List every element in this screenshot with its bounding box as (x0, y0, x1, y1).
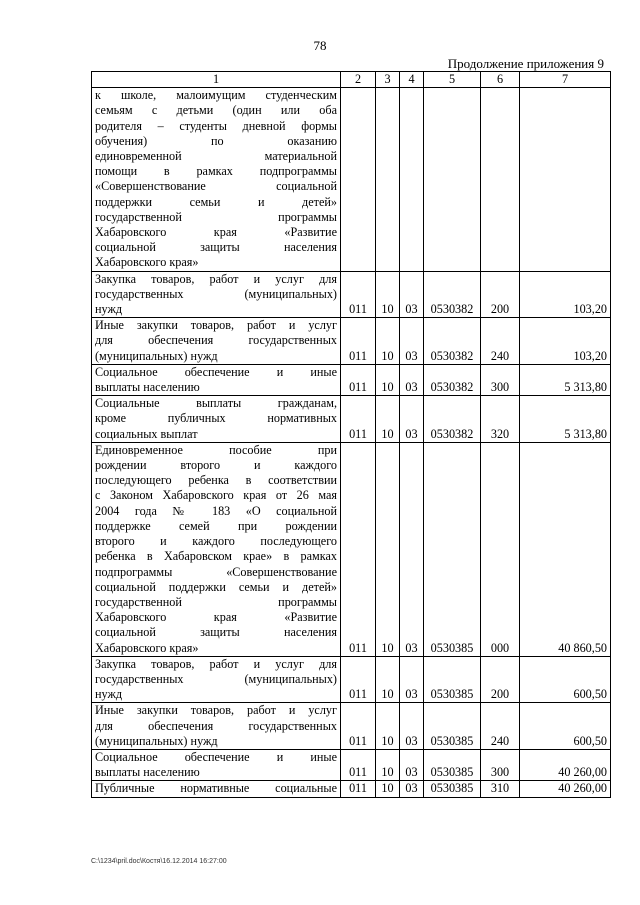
table-row (92, 781, 611, 797)
row-description (92, 656, 341, 703)
row-description (92, 271, 341, 318)
admin-code-cell: 011 (341, 442, 376, 656)
subsection-code-cell: 03 (400, 749, 424, 780)
table-row (92, 88, 611, 271)
subsection-code-cell: 03 (400, 656, 424, 703)
amount-cell: 40 260,00 (520, 781, 611, 797)
description-line: Социальное обеспечение и иные (95, 749, 337, 764)
target-article-cell (424, 88, 481, 271)
row-description (92, 396, 341, 443)
description-line: для обеспечения государственных (95, 718, 337, 733)
amount-cell: 103,20 (520, 271, 611, 318)
amount-cell: 5 313,80 (520, 396, 611, 443)
admin-code-cell: 011 (341, 749, 376, 780)
description-line: рождении второго и каждого (95, 458, 337, 473)
admin-code-cell: 011 (341, 396, 376, 443)
target-article-cell: 0530385 (424, 442, 481, 656)
target-article-cell: 0530382 (424, 318, 481, 365)
description-line: поддержки семьи и детей» (95, 194, 337, 209)
section-code-cell: 10 (376, 271, 400, 318)
section-code-cell: 10 (376, 364, 400, 395)
section-code-cell (376, 88, 400, 271)
header-cell: 3 (376, 72, 400, 88)
header-cell: 2 (341, 72, 376, 88)
row-description (92, 442, 341, 656)
description-line: Иные закупки товаров, работ и услуг (95, 703, 337, 718)
expense-type-cell: 200 (481, 656, 520, 703)
target-article-cell: 0530385 (424, 703, 481, 750)
admin-code-cell: 011 (341, 318, 376, 365)
section-code-cell: 10 (376, 703, 400, 750)
description-line: Закупка товаров, работ и услуг для (95, 271, 337, 286)
section-code-cell: 10 (376, 396, 400, 443)
description-line: кроме публичных нормативных (95, 411, 337, 426)
description-line: подпрограммы «Совершенствование (95, 564, 337, 579)
expense-type-cell: 320 (481, 396, 520, 443)
target-article-cell: 0530382 (424, 364, 481, 395)
section-code-cell: 10 (376, 749, 400, 780)
amount-cell: 40 260,00 (520, 749, 611, 780)
description-line: «Совершенствование социальной (95, 179, 337, 194)
expense-type-cell: 240 (481, 318, 520, 365)
page-number: 78 (313, 38, 327, 53)
header-row (92, 72, 611, 88)
table-row (92, 442, 611, 656)
table-row (92, 318, 611, 365)
expense-type-cell: 300 (481, 364, 520, 395)
description-line: к школе, малоимущим студенческим (95, 88, 337, 103)
description-line: Социальные выплаты гражданам, (95, 396, 337, 411)
header-cell: 5 (424, 72, 481, 88)
description-line: поддержке семей при рождении (95, 518, 337, 533)
table-row (92, 656, 611, 703)
expense-type-cell: 000 (481, 442, 520, 656)
table-body (92, 88, 611, 797)
description-line: 2004 года № 183 «О социальной (95, 503, 337, 518)
amount-cell: 5 313,80 (520, 364, 611, 395)
description-line: второго и каждого последующего (95, 534, 337, 549)
description-line: последующего ребенка в соответствии (95, 473, 337, 488)
section-code-cell: 10 (376, 442, 400, 656)
amount-cell: 40 860,50 (520, 442, 611, 656)
admin-code-cell: 011 (341, 656, 376, 703)
subsection-code-cell: 03 (400, 396, 424, 443)
description-line: с Законом Хабаровского края от 26 мая (95, 488, 337, 503)
expense-type-cell: 310 (481, 781, 520, 797)
target-article-cell: 0530385 (424, 656, 481, 703)
description-line: Единовременное пособие при (95, 442, 337, 457)
description-line: нужд (95, 302, 123, 317)
subsection-code-cell: 03 (400, 703, 424, 750)
description-line: государственной программы (95, 594, 337, 609)
table-row (92, 396, 611, 443)
description-line: (муниципальных) нужд (95, 733, 218, 748)
header-cell: 1 (92, 72, 341, 88)
description-line: Закупка товаров, работ и услуг для (95, 656, 337, 671)
table-row (92, 703, 611, 750)
description-line: государственной программы (95, 209, 337, 224)
target-article-cell: 0530385 (424, 781, 481, 797)
expense-type-cell (481, 88, 520, 271)
row-description (92, 88, 341, 271)
budget-table (91, 71, 611, 798)
description-line: Хабаровского края» (95, 255, 199, 270)
file-path-footer: C:\1234\pril.doc\Костя\16.12.2014 16:27:00 (91, 858, 227, 865)
expense-type-cell: 200 (481, 271, 520, 318)
admin-code-cell: 011 (341, 364, 376, 395)
row-description (92, 703, 341, 750)
description-line: родителя – студенты дневной формы (95, 118, 337, 133)
row-description (92, 781, 341, 797)
row-description (92, 749, 341, 780)
table-row (92, 271, 611, 318)
description-line: выплаты населению (95, 765, 200, 780)
description-line: Публичные нормативные социальные (95, 781, 337, 796)
admin-code-cell: 011 (341, 703, 376, 750)
header-cell: 4 (400, 72, 424, 88)
description-line: социальной поддержки семьи и детей» (95, 579, 337, 594)
description-line: социальной защиты населения (95, 240, 337, 255)
expense-type-cell: 300 (481, 749, 520, 780)
description-line: выплаты населению (95, 380, 200, 395)
admin-code-cell (341, 88, 376, 271)
description-line: семьям с детьми (один или оба (95, 103, 337, 118)
header-cell: 7 (520, 72, 611, 88)
subsection-code-cell: 03 (400, 781, 424, 797)
target-article-cell: 0530382 (424, 271, 481, 318)
description-line: единовременной материальной (95, 149, 337, 164)
description-line: помощи в рамках подпрограммы (95, 164, 337, 179)
description-line: ребенка в Хабаровском крае» в рамках (95, 549, 337, 564)
table-row (92, 749, 611, 780)
description-line: Иные закупки товаров, работ и услуг (95, 318, 337, 333)
description-line: (муниципальных) нужд (95, 348, 218, 363)
section-code-cell: 10 (376, 656, 400, 703)
description-line: нужд (95, 687, 123, 702)
description-line: государственных (муниципальных) (95, 671, 337, 686)
description-line: социальной защиты населения (95, 625, 337, 640)
amount-cell: 600,50 (520, 656, 611, 703)
row-description (92, 318, 341, 365)
description-line: государственных (муниципальных) (95, 286, 337, 301)
target-article-cell: 0530382 (424, 396, 481, 443)
subsection-code-cell: 03 (400, 271, 424, 318)
description-line: социальных выплат (95, 426, 198, 441)
subsection-code-cell: 03 (400, 318, 424, 365)
description-line: Социальное обеспечение и иные (95, 364, 337, 379)
amount-cell: 600,50 (520, 703, 611, 750)
expense-type-cell: 240 (481, 703, 520, 750)
continuation-subtitle: Продолжение приложения 9 (447, 56, 604, 71)
description-line: Хабаровского края «Развитие (95, 610, 337, 625)
table-row (92, 364, 611, 395)
row-description (92, 364, 341, 395)
header-cell: 6 (481, 72, 520, 88)
target-article-cell: 0530385 (424, 749, 481, 780)
subsection-code-cell: 03 (400, 364, 424, 395)
subsection-code-cell: 03 (400, 442, 424, 656)
admin-code-cell: 011 (341, 271, 376, 318)
description-line: Хабаровского края «Развитие (95, 225, 337, 240)
description-line: для обеспечения государственных (95, 333, 337, 348)
admin-code-cell: 011 (341, 781, 376, 797)
description-line: Хабаровского края» (95, 640, 199, 655)
subsection-code-cell (400, 88, 424, 271)
amount-cell (520, 88, 611, 271)
section-code-cell: 10 (376, 781, 400, 797)
section-code-cell: 10 (376, 318, 400, 365)
description-line: обучения) по оказанию (95, 133, 337, 148)
amount-cell: 103,20 (520, 318, 611, 365)
